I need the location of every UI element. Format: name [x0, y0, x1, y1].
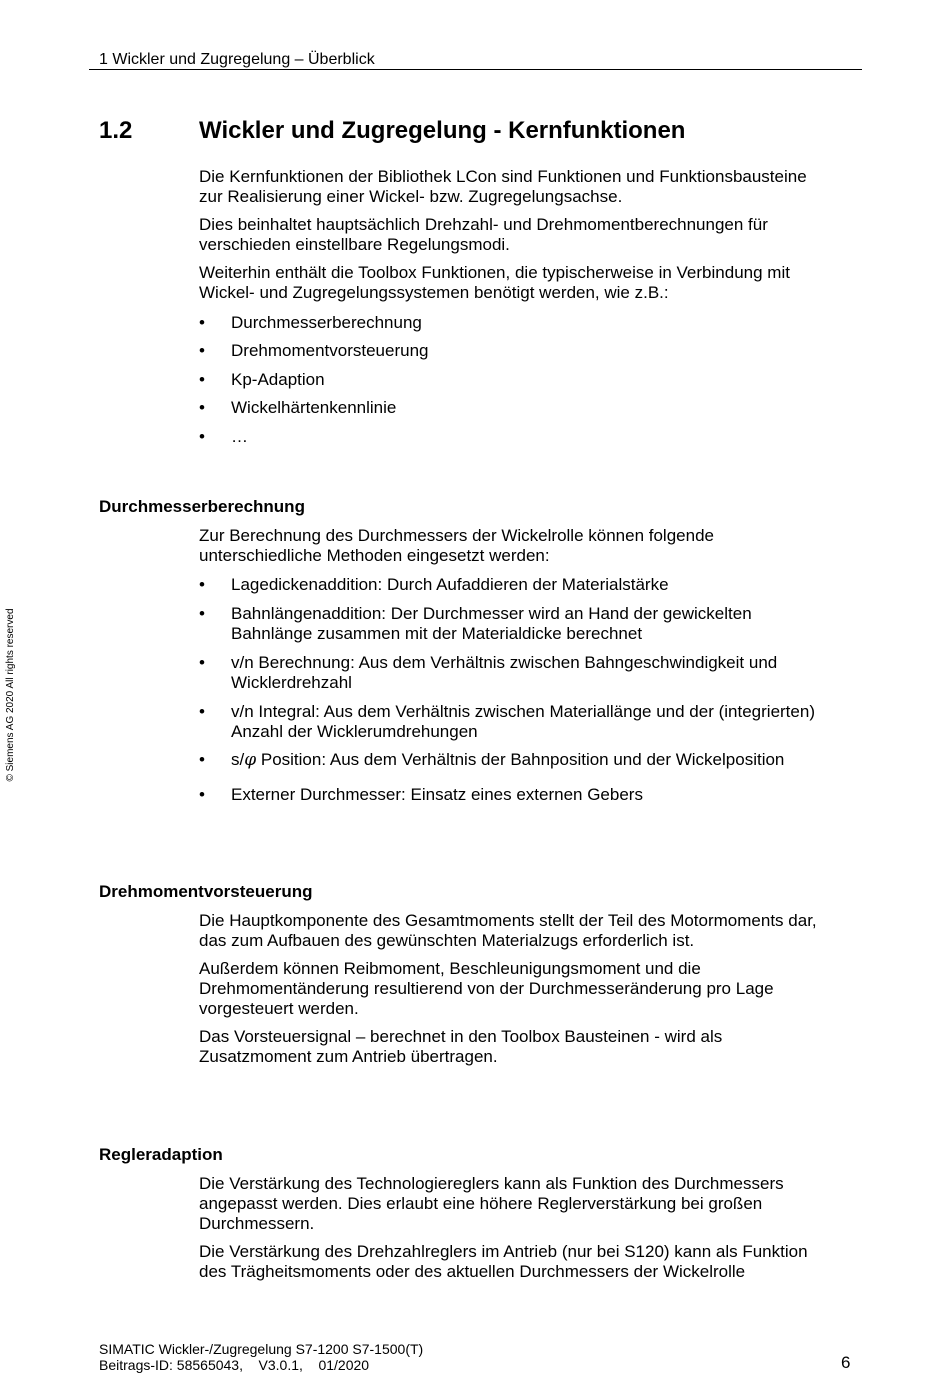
position-suffix: Position: Aus dem Verhältnis der Bahnposition und der Wickelposition [256, 750, 785, 769]
adaption-paragraph-2 [199, 1242, 859, 1282]
torque-heading: Drehmomentvorsteuerung [99, 882, 313, 901]
bullet-icon: • [199, 575, 205, 594]
bullet-icon: • [199, 427, 205, 446]
page-number: 6 [841, 1353, 851, 1372]
bullet-icon: • [199, 313, 205, 332]
paragraph-text: Weiterhin enthält die Toolbox Funktionen, die typischerweise in Verbindung mit Wickel- und Zugregelungssystemen benötigt werden, wie z.B.: [199, 263, 790, 302]
bullet-icon: • [199, 604, 205, 623]
running-header: 1 Wickler und Zugregelung – Überblick [99, 51, 375, 68]
list-item-text: Kp-Adaption [231, 370, 325, 389]
torque-paragraph-3 [199, 1027, 859, 1067]
section-number: 1.2 [99, 117, 133, 144]
paragraph-text: Außerdem können Reibmoment, Beschleunigungsmoment und die Drehmomentänderung resultierend von der Durchmesseränderung pro Lage vorgesteuert werden. [199, 959, 774, 1018]
page-footer [99, 1341, 423, 1373]
position-prefix: s/ [231, 750, 245, 769]
paragraph-text: Das Vorsteuersignal – berechnet in den Toolbox Bausteinen - wird als Zusatzmoment zum Antrieb übertragen. [199, 1027, 723, 1066]
bullet-icon: • [199, 702, 205, 721]
paragraph-text: Die Verstärkung des Drehzahlreglers im Antrieb (nur bei S120) kann als Funktion des Trägheitsmoments oder des aktuellen Durchmessers der Wickelrolle [199, 1242, 808, 1281]
adaption-paragraph-1 [199, 1174, 859, 1234]
paragraph-text: Die Hauptkomponente des Gesamtmoments stellt der Teil des Motormoments dar, das zum Aufbauen des gewünschten Materialzugs erforderlich ist. [199, 911, 817, 950]
diameter-heading: Durchmesserberechnung [99, 497, 305, 516]
bullet-icon: • [199, 370, 205, 389]
paragraph-text: Zur Berechnung des Durchmessers der Wickelrolle können folgende unterschiedliche Methoden eingesetzt werden: [199, 526, 714, 565]
list-item-text: v/n Berechnung: Aus dem Verhältnis zwischen Bahngeschwindigkeit und Wicklerdrehzahl [231, 653, 778, 692]
bullet-icon: • [199, 785, 205, 804]
torque-paragraph-1 [199, 911, 859, 951]
list-item-text: Durchmesserberechnung [231, 313, 422, 332]
adaption-heading: Regleradaption [99, 1145, 223, 1164]
list-item-text: Lagedickenaddition: Durch Aufaddieren der Materialstärke [231, 575, 669, 594]
paragraph-text: Dies beinhaltet hauptsächlich Drehzahl- und Drehmomentberechnungen für verschieden einstellbare Regelungsmodi. [199, 215, 768, 254]
paragraph-text: Die Kernfunktionen der Bibliothek LCon sind Funktionen und Funktionsbausteine zur Realisierung einer Wickel- bzw. Zugregelungsachse. [199, 167, 807, 206]
bullet-icon: • [199, 750, 205, 769]
bullet-icon: • [199, 341, 205, 360]
list-item-text [231, 750, 851, 770]
list-item-text: v/n Integral: Aus dem Verhältnis zwischen Materiallänge und der (integrierten) Anzahl der Wicklerumdrehungen [231, 702, 815, 741]
copyright-note: © Siemens AG 2020 All rights reserved [5, 608, 16, 782]
list-item-text: … [231, 427, 248, 446]
intro-paragraph-2 [199, 215, 859, 255]
bullet-icon: • [199, 398, 205, 417]
torque-paragraph-2 [199, 959, 859, 1019]
list-item-text: Wickelhärtenkennlinie [231, 398, 397, 417]
bullet-icon: • [199, 653, 205, 672]
intro-paragraph-1 [199, 167, 859, 207]
footer-article-id: Beitrags-ID: 58565043, V3.0.1, 01/2020 [99, 1357, 370, 1373]
header-rule [89, 69, 862, 70]
phi-symbol: φ [244, 750, 257, 770]
section-title: Wickler und Zugregelung - Kernfunktionen [199, 117, 686, 144]
diameter-intro [199, 526, 859, 566]
intro-paragraph-3 [199, 263, 859, 303]
list-item-text: Externer Durchmesser: Einsatz eines externen Gebers [231, 785, 643, 804]
footer-product: SIMATIC Wickler-/Zugregelung S7-1200 S7-1500(T) [99, 1341, 424, 1357]
list-item-text: Bahnlängenaddition: Der Durchmesser wird an Hand der gewickelten Bahnlänge zusammen mit der Materialdicke berechnet [231, 604, 752, 643]
list-item-text: Drehmomentvorsteuerung [231, 341, 429, 360]
paragraph-text: Die Verstärkung des Technologiereglers kann als Funktion des Durchmessers angepasst werden. Dies erlaubt eine höhere Reglerverstärkung bei großen Durchmessern. [199, 1174, 784, 1233]
